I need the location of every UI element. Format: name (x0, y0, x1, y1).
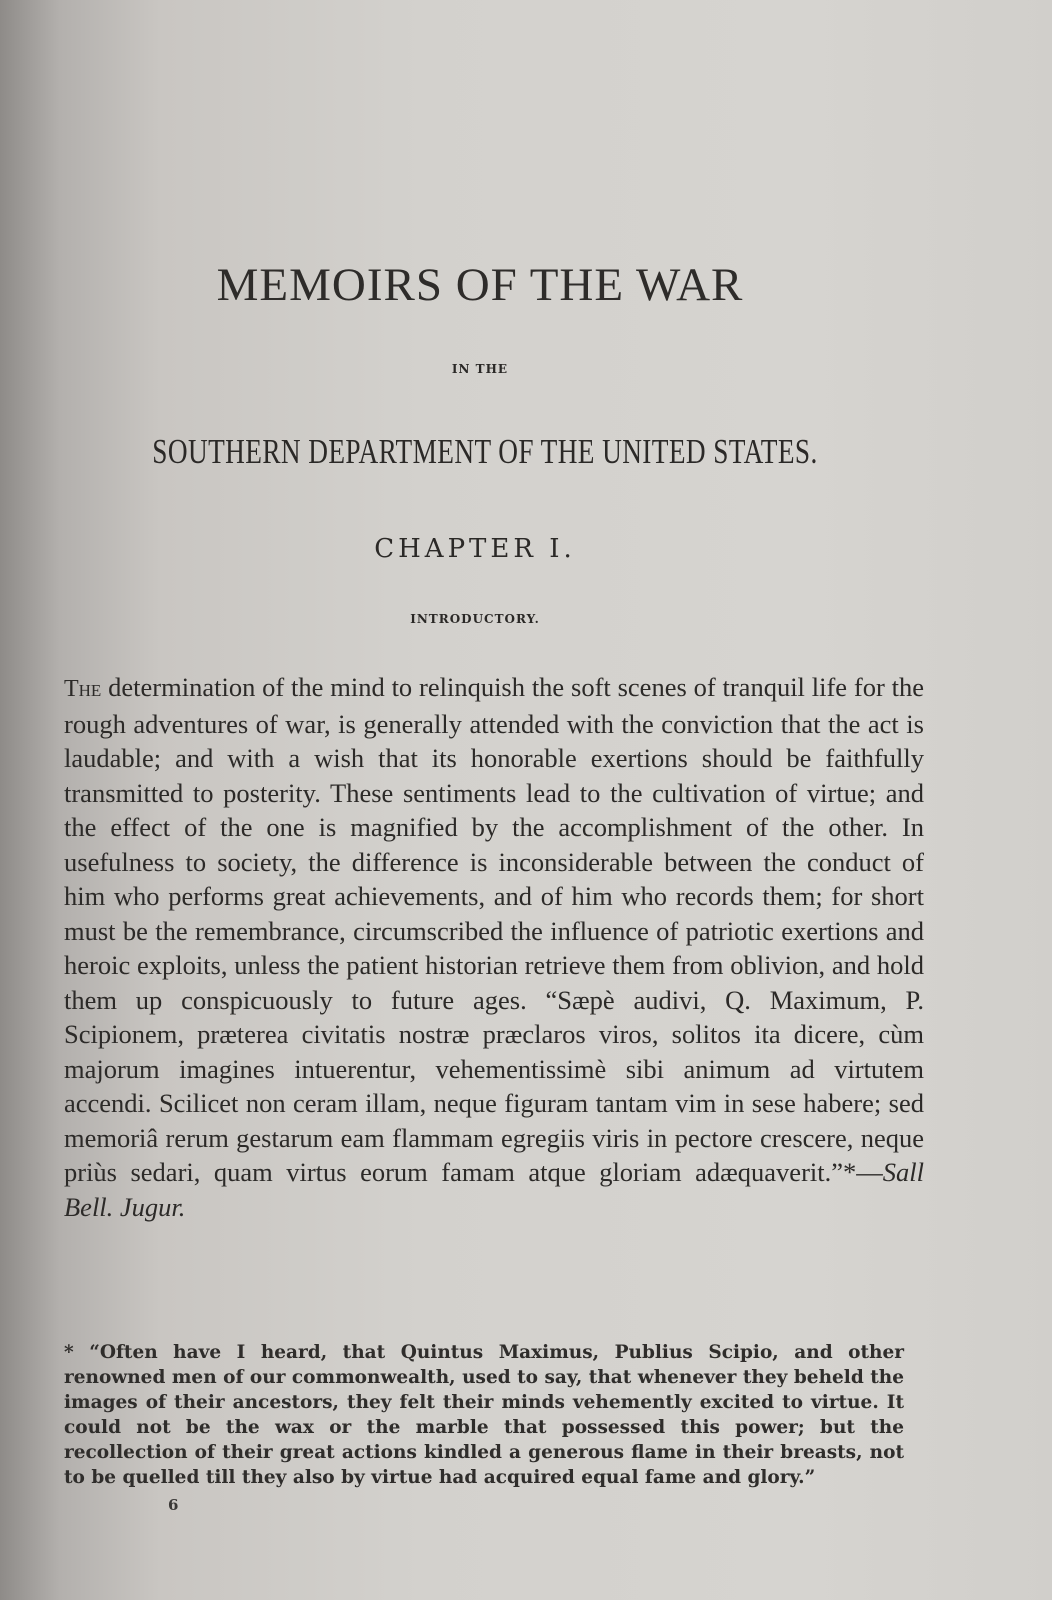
title-connector: IN THE (451, 362, 509, 376)
body-paragraph (64, 670, 924, 1224)
footnote (64, 1340, 904, 1490)
first-word: The (64, 676, 102, 702)
footnote-text: * “Often have I heard, that Quintus Maximus, Publius Scipio, and other renowned men of our commonwealth, used to say, that whenever they beheld the images of their ancestors, they felt their minds vehemently excited to virtue. It could not be the wax or the marble that possessed this power; but the recollection of their great actions kindled a generous flame in their breasts, not to be quelled till they also by virtue had acquired equal fame and glory.” (64, 1342, 904, 1488)
citation: Sall Bell. Jugur. (64, 1157, 924, 1222)
page-title: MEMOIRS OF THE WAR (216, 259, 744, 311)
chapter-label: INTRODUCTORY. (410, 612, 540, 626)
page-number: 6 (168, 1496, 179, 1514)
chapter-heading: CHAPTER I. (374, 534, 576, 564)
paragraph-text: determination of the mind to relinquish the soft scenes of tranquil life for the rough adventures of war, is generally attended with the conviction that the act is laudable; and with a wish that its honorable exertions should be faithfully transmitted to posterity. These sentiments lead to the cultivation of virtue; and the effect of the one is magnified by the accomplishment of the other. In usefulness to society, the difference is inconsiderable between the conduct of him who performs great achievements, and of him who records them; for short must be the remembrance, circumscribed the influence of patriotic exertions and heroic exploits, unless the patient historian retrieve them from oblivion, and hold them up conspicuously to future ages. “Sæpè audivi, Q. Maximum, P. Scipionem, præterea civitatis nostræ præclaros viros, solitos ita dicere, cùm majorum imagines intuerentur, vehementissimè sibi animum ad virtutem accendi. Scilicet non ceram illam, neque figuram tantam vim in sese habere; sed memoriâ rerum gestarum eam flammam egregiis viris in pectore crescere, neque priùs sedari, quam virtus eorum famam atque gloriam adæquaverit.”*— (64, 672, 924, 1187)
page-subtitle: SOUTHERN DEPARTMENT OF THE UNITED STATES. (152, 432, 818, 471)
